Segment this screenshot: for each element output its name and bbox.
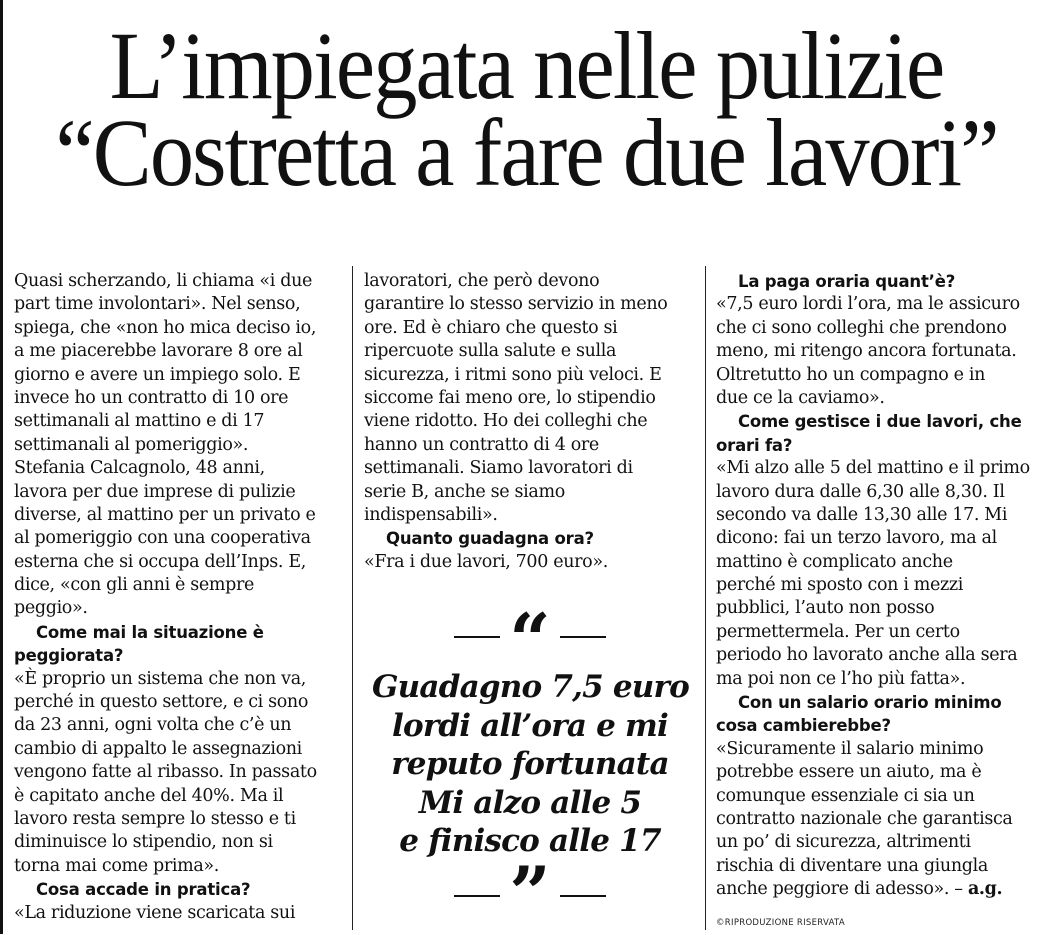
body-line: settimanali al pomeriggio».: [14, 434, 249, 455]
body-line: serie B, anche se siamo: [364, 481, 565, 502]
article-column-3: [716, 270, 1046, 902]
answer-line: lavoro resta sempre lo stesso e ti: [14, 808, 296, 829]
answer-line: lavoro dura dalle 6,30 alle 8,30. Il: [716, 481, 1005, 502]
body-line: diverse, al mattino per un privato e: [14, 504, 316, 525]
answer-line: «Fra i due lavori, 700 euro».: [364, 551, 608, 572]
answer-line: vengono fatte al ribasso. In passato: [14, 762, 317, 783]
answer-line: permettermela. Per un certo: [716, 621, 960, 642]
body-line: spiega, che «non ho mica deciso io,: [14, 317, 317, 338]
interview-question: Come gestisce i due lavori, che: [738, 412, 1022, 432]
article-column-2: [364, 270, 694, 574]
column-divider: [705, 266, 706, 930]
open-quote-icon: “: [509, 597, 551, 682]
body-line: indispensabili».: [364, 504, 498, 525]
body-line: sicurezza, i ritmi sono più veloci. E: [364, 364, 662, 385]
answer-line: «È proprio un sistema che non va,: [14, 668, 307, 689]
answer-line: dicono: fai un terzo lavoro, ma al: [716, 528, 997, 549]
answer-last-text: anche peggiore di adesso». –: [716, 879, 963, 900]
pull-quote-line: lordi all’ora e mi: [391, 707, 669, 744]
answer-line: perché mi sposto con i mezzi: [716, 575, 964, 596]
quote-open-ornament: [372, 597, 688, 682]
interview-question: Cosa accade in pratica?: [36, 880, 251, 900]
body-line: lavoratori, che però devono: [364, 271, 600, 291]
answer-line: secondo va dalle 13,30 alle 17. Mi: [716, 504, 1008, 525]
answer-line: «Sicuramente il salario minimo: [716, 738, 984, 759]
body-line: peggio».: [14, 598, 88, 619]
article-column-1: [14, 270, 344, 925]
body-line: giorno e avere un impiego solo. E: [14, 364, 301, 385]
answer-line: torna mai come prima».: [14, 855, 220, 876]
answer-line: diminuisce lo stipendio, non si: [14, 832, 273, 853]
interview-question: orari fa?: [716, 435, 793, 455]
quote-rule: [454, 636, 500, 638]
answer-line: ma poi non ce l’ho più fatta».: [716, 668, 966, 689]
pull-quote-text: [372, 668, 688, 861]
headline-line-2: “Costretta a fare due lavori”: [55, 99, 998, 206]
answer-last-line: [716, 878, 1046, 901]
answer-line: «Mi alzo alle 5 del mattino e il primo: [716, 458, 1030, 479]
body-line: Stefania Calcagnolo, 48 anni,: [14, 458, 265, 479]
answer-line: pubblici, l’auto non posso: [716, 598, 935, 619]
answer-line: Oltretutto ho un compagno e in: [716, 364, 986, 385]
body-line: dice, «con gli anni è sempre: [14, 575, 255, 596]
author-signature: a.g.: [967, 879, 1003, 900]
close-quote-icon: ”: [509, 849, 551, 935]
answer-line: «La riduzione viene scaricata sui: [14, 902, 296, 923]
answer-line: due ce la caviamo».: [716, 387, 885, 408]
answer-line: da 23 anni, ogni volta che c’è un: [14, 715, 292, 736]
pull-quote-line: reputo fortunata: [391, 746, 669, 782]
body-line: Quasi scherzando, li chiama «i due: [14, 271, 312, 291]
interview-question: Come mai la situazione è: [36, 622, 264, 642]
answer-line: cambio di appalto le assegnazioni: [14, 738, 302, 759]
interview-question: La paga oraria quant’è?: [738, 272, 956, 291]
body-line: ore. Ed è chiaro che questo si: [364, 317, 618, 338]
copyright-notice: ©RIPRODUZIONE RISERVATA: [716, 918, 845, 928]
answer-line: mattino è complicato anche: [716, 551, 953, 572]
quote-close-ornament: [372, 849, 688, 935]
pull-quote-line: e finisco alle 17: [399, 823, 661, 859]
headline-line-1: L’impiegata nelle pulizie: [109, 12, 944, 119]
pull-quote-line: Guadagno 7,5 euro: [372, 669, 689, 705]
answer-line: rischia di diventare una giungla: [716, 855, 988, 876]
body-line: hanno un contratto di 4 ore: [364, 434, 599, 455]
answer-line: contratto nazionale che garantisca: [716, 808, 1013, 829]
left-border-rule: [0, 0, 3, 934]
answer-line: periodo ho lavorato anche alla sera: [716, 645, 1018, 666]
body-line: a me piacerebbe lavorare 8 ore al: [14, 341, 303, 362]
column-divider: [352, 266, 353, 930]
pull-quote-line: Mi alzo alle 5: [418, 784, 642, 821]
body-line: settimanali. Siamo lavoratori di: [364, 458, 633, 479]
body-line: siccome fai meno ore, lo stipendio: [364, 387, 656, 408]
interview-question: peggiorata?: [14, 646, 124, 666]
answer-line: che ci sono colleghi che prendono: [716, 317, 1007, 338]
answer-line: meno, mi ritengo ancora fortunata.: [716, 341, 1017, 362]
answer-line: «7,5 euro lordi l’ora, ma le assicuro: [716, 294, 1020, 315]
answer-line: è capitato anche del 40%. Ma il: [14, 785, 284, 806]
body-line: esterna che si occupa dell’Inps. E,: [14, 551, 306, 572]
body-line: lavora per due imprese di pulizie: [14, 481, 296, 502]
pull-quote: [372, 597, 689, 935]
answer-line: comunque essenziale ci sia un: [716, 785, 975, 806]
body-line: al pomeriggio con una cooperativa: [14, 528, 311, 549]
body-line: ripercuote sulla salute e sulla: [364, 341, 617, 362]
interview-question: Con un salario orario minimo: [738, 693, 1002, 713]
quote-rule: [560, 636, 606, 638]
body-line: settimanali al mattino e di 17: [14, 411, 265, 432]
body-line: invece ho un contratto di 10 ore: [14, 387, 289, 408]
interview-question: Quanto guadagna ora?: [386, 529, 594, 549]
answer-line: potrebbe essere un aiuto, ma è: [716, 762, 982, 783]
answer-line: un po’ di sicurezza, altrimenti: [716, 832, 971, 853]
quote-rule: [560, 895, 606, 897]
body-line: garantire lo stesso servizio in meno: [364, 294, 668, 315]
quote-rule: [454, 895, 500, 897]
answer-line: perché in questo settore, e ci sono: [14, 692, 309, 713]
interview-question: cosa cambierebbe?: [716, 716, 891, 736]
body-line: viene ridotto. Ho dei colleghi che: [364, 411, 648, 432]
body-line: part time involontari». Nel senso,: [14, 294, 301, 315]
